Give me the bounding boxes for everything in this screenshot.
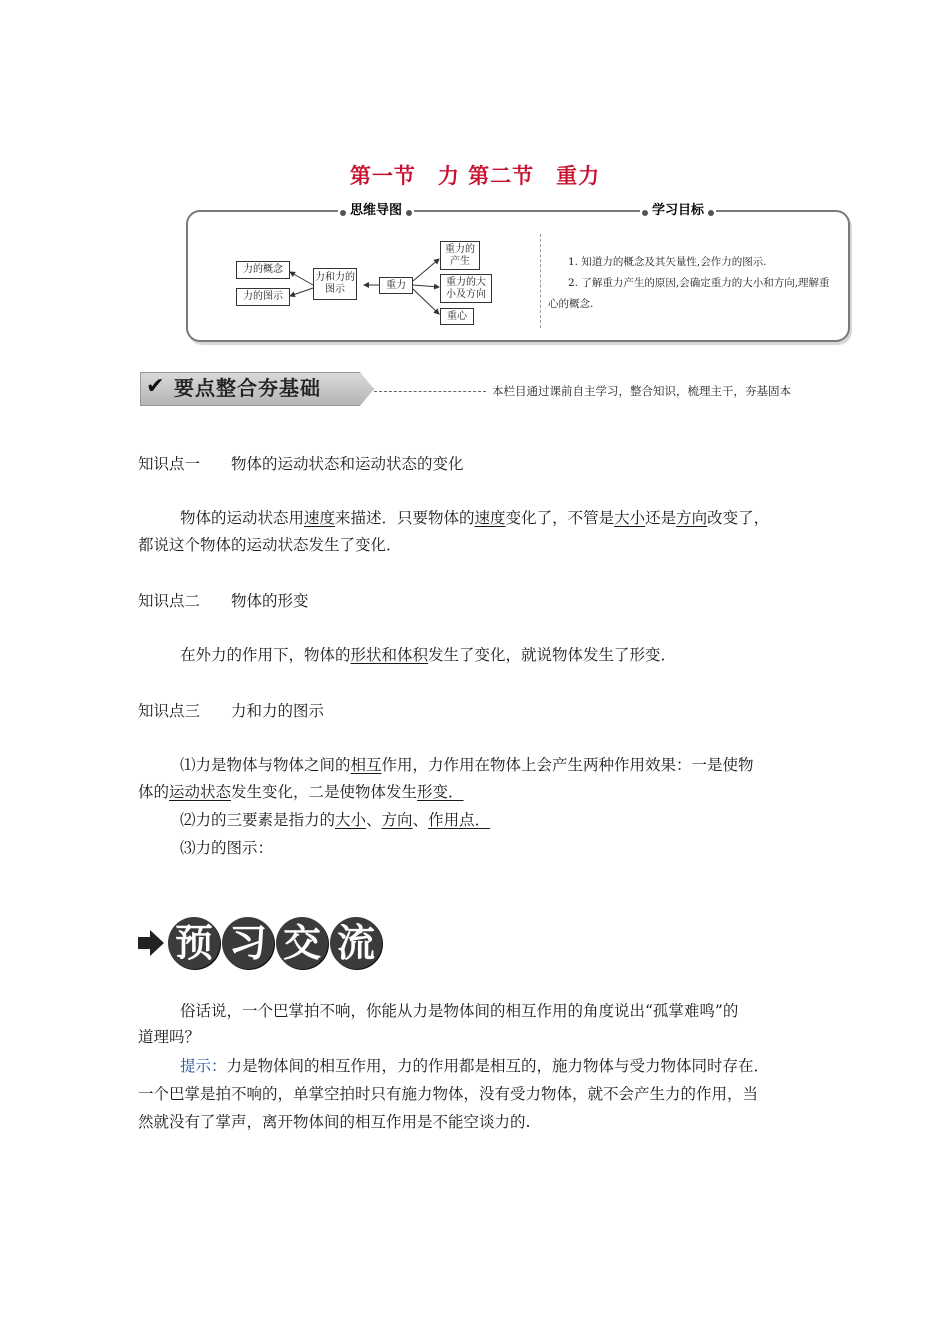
goal-item: 1. 知道力的概念及其矢量性,会作力的图示. xyxy=(568,256,767,268)
kp2-heading: 知识点二 物体的形变 xyxy=(138,592,309,610)
hint-label: 提示： xyxy=(180,1057,227,1075)
section-banner-title: 要点整合夯基础 xyxy=(174,376,321,400)
kp3-p1-line1 xyxy=(180,753,754,778)
learning-goals xyxy=(548,252,834,315)
text-run: ⑴力是物体与物体之间的 xyxy=(180,756,351,774)
text-run: 、 xyxy=(366,811,382,829)
preview-banner-char: 预 xyxy=(168,917,220,969)
text-run: 作用，力作用在物体上会产生两种作用效果：一是使物 xyxy=(381,756,754,774)
mindmap-gravity-origin-node: 重力的产生 xyxy=(440,241,480,270)
kp3-p2 xyxy=(180,808,490,833)
preview-answer-line2: 一个巴掌是拍不响的，单掌空拍时只有施力物体，没有受力物体，就不会产生力的作用，当 xyxy=(138,1085,759,1103)
goal-item: 2. 了解重力产生的原因,会确定重力的大小和方向,理解重心的概念. xyxy=(548,277,830,310)
kp1-heading: 知识点一 物体的运动状态和运动状态的变化 xyxy=(138,455,464,473)
text-run: 力是物体间的相互作用，力的作用都是相互的，施力物体与受力物体同时存在． xyxy=(226,1057,770,1075)
text-run: 、 xyxy=(412,811,429,829)
preview-question-line2: 道理吗？ xyxy=(138,1028,201,1046)
answer-blank: 方向 xyxy=(381,811,413,829)
preview-banner-char: 交 xyxy=(276,917,328,969)
mindmap-gravity-size-node: 重力的大小及方向 xyxy=(440,274,492,303)
text-run: 体的 xyxy=(138,783,170,801)
preview-banner-char: 习 xyxy=(222,917,274,969)
preview-question-line1: 俗话说，一个巴掌拍不响，你能从力是物体间的相互作用的角度说出“孤掌难鸣”的 xyxy=(180,1002,739,1020)
arrow-right-icon xyxy=(136,928,166,958)
answer-blank: 大小 xyxy=(614,509,646,527)
answer-blank: 作用点． xyxy=(428,811,491,829)
text-run: 来描述．只要物体的 xyxy=(335,509,475,527)
banner-dashed-line xyxy=(374,391,486,392)
preview-answer-line3: 然就没有了掌声，离开物体间的相互作用是不能空谈力的. xyxy=(138,1113,531,1131)
mindmap-gravity-node: 重力 xyxy=(379,277,413,294)
panel-divider xyxy=(540,234,541,328)
kp3-p3: ⑶力的图示： xyxy=(180,839,274,857)
text-run: 改变了， xyxy=(707,509,770,527)
kp3-p1-line2 xyxy=(138,780,464,805)
mindmap-concept-node: 力的概念 xyxy=(236,261,290,279)
text-run: 还是 xyxy=(645,509,677,527)
mindmap-center-node: 重心 xyxy=(440,308,474,325)
preview-banner-char: 流 xyxy=(330,917,382,969)
answer-blank: 大小 xyxy=(335,811,367,829)
text-run: ⑵力的三要素是指力的 xyxy=(180,811,336,829)
text-run: 在外力的作用下，物体的 xyxy=(180,646,351,664)
kp1-line2: 都说这个物体的运动状态发生了变化． xyxy=(138,536,402,554)
kp2-line1 xyxy=(180,643,676,668)
answer-blank: 相互 xyxy=(350,756,382,774)
preview-banner xyxy=(168,917,382,969)
mindmap-tab: 思维导图 xyxy=(338,201,414,221)
page-title: 第一节 力 第二节 重力 xyxy=(349,164,601,188)
goals-tab: 学习目标 xyxy=(640,201,716,221)
answer-blank: 速度 xyxy=(474,509,506,527)
answer-blank: 速度 xyxy=(304,509,336,527)
check-icon: ✔ xyxy=(146,374,165,399)
mindmap-force-node: 力和力的图示 xyxy=(313,268,357,300)
text-run: 发生了变化，就说物体发生了形变． xyxy=(428,646,677,664)
answer-blank: 形变． xyxy=(417,783,464,801)
answer-blank: 运动状态 xyxy=(169,783,232,801)
text-run: 发生变化，二是使物体发生 xyxy=(231,783,418,801)
answer-blank: 形状和体积 xyxy=(350,646,429,664)
kp1-line1 xyxy=(180,506,769,531)
preview-answer-line1 xyxy=(180,1054,769,1079)
text-run: 变化了，不管是 xyxy=(505,509,615,527)
text-run: 物体的运动状态用 xyxy=(180,509,305,527)
section-banner-note: 本栏目通过课前自主学习，整合知识，梳理主干，夯基固本 xyxy=(492,384,791,398)
mindmap-diagram-node: 力的图示 xyxy=(236,288,290,306)
answer-blank: 方向 xyxy=(676,509,708,527)
kp3-heading: 知识点三 力和力的图示 xyxy=(138,702,325,720)
